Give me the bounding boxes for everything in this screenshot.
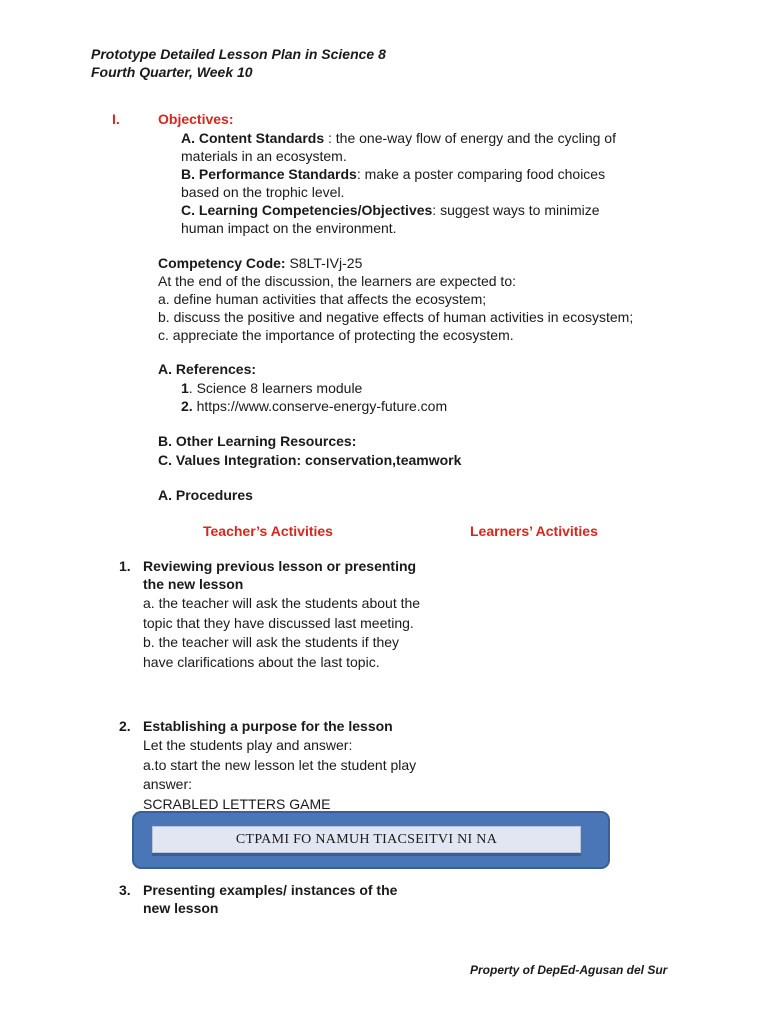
performance-standards-text: : make a poster comparing food choices (356, 166, 606, 182)
learning-competencies-line (181, 201, 616, 219)
teacher-activities-header: Teacher’s Activities (203, 523, 333, 539)
competency-code-value: S8LT-IVj-25 (285, 255, 363, 271)
step-2-details (143, 736, 416, 814)
scrambled-letters-text: CTPAMI FO NAMUH TIACSEITVI NI NA (152, 826, 581, 853)
learning-competencies-text: : suggest ways to minimize (432, 202, 600, 218)
step-number: 2. (119, 718, 131, 734)
step-number: 3. (119, 882, 131, 898)
step-title: Establishing a purpose for the lesson (143, 718, 393, 734)
step-1-details (143, 594, 420, 672)
step-title-cont: new lesson (143, 900, 219, 916)
values-integration-heading: C. Values Integration: conservation,teamwork (158, 452, 462, 468)
competency-block (158, 254, 633, 344)
content-standards-cont: materials in an ecosystem. (181, 148, 347, 164)
competency-item: a. define human activities that affects the ecosystem; (158, 291, 487, 307)
section-numeral: I. (112, 111, 120, 127)
step-title-cont: the new lesson (143, 576, 244, 592)
document-subtitle: Fourth Quarter, Week 10 (91, 64, 253, 80)
competency-code-line (158, 254, 633, 272)
content-standards-text: : the one-way flow of energy and the cycling of (324, 130, 616, 146)
references-heading: A. References: (158, 361, 257, 377)
reference-item (181, 379, 447, 397)
step-detail-line: a.to start the new lesson let the student play (143, 756, 417, 773)
content-standards-label: A. Content Standards (181, 130, 325, 146)
step-number: 1. (119, 558, 131, 574)
step-title: Reviewing previous lesson or presenting (143, 558, 417, 574)
performance-standards-line (181, 165, 616, 183)
content-standards-line (181, 129, 616, 147)
step-detail-line: topic that they have discussed last meeting. (143, 614, 414, 631)
objectives-heading: Objectives: (158, 111, 234, 127)
competency-item: c. appreciate the importance of protecting the ecosystem. (158, 327, 514, 343)
step-detail-line: a. the teacher will ask the students about the (143, 595, 421, 611)
performance-standards-label: B. Performance Standards (181, 166, 357, 182)
reference-number: 1 (181, 380, 189, 396)
procedures-heading: A. Procedures (158, 487, 253, 503)
competency-intro: At the end of the discussion, the learners are expected to: (158, 273, 516, 289)
document-title: Prototype Detailed Lesson Plan in Science 8 (91, 46, 386, 62)
objectives-standards (181, 129, 616, 237)
footer-property: Property of DepEd-Agusan del Sur (470, 963, 668, 977)
learning-competencies-cont: human impact on the environment. (181, 220, 397, 236)
learners-activities-header: Learners’ Activities (470, 523, 598, 539)
step-detail-line: Let the students play and answer: (143, 737, 353, 753)
reference-text: . Science 8 learners module (188, 380, 363, 396)
step-detail-line: have clarifications about the last topic. (143, 653, 380, 670)
step-detail-line: SCRABLED LETTERS GAME (143, 795, 331, 812)
step-detail-line: b. the teacher will ask the students if they (143, 634, 400, 650)
competency-code-label: Competency Code: (158, 255, 286, 271)
learning-competencies-label: C. Learning Competencies/Objectives (181, 202, 433, 218)
reference-number: 2. (181, 398, 193, 414)
references-list (181, 379, 447, 415)
performance-standards-cont: based on the trophic level. (181, 184, 345, 200)
other-resources-heading: B. Other Learning Resources: (158, 433, 357, 449)
step-title: Presenting examples/ instances of the (143, 882, 398, 898)
reference-link[interactable]: https://www.conserve-energy-future.com (192, 398, 448, 414)
reference-item (181, 397, 447, 415)
step-detail-line: answer: (143, 776, 193, 792)
competency-item: b. discuss the positive and negative effects of human activities in ecosystem; (158, 309, 634, 325)
